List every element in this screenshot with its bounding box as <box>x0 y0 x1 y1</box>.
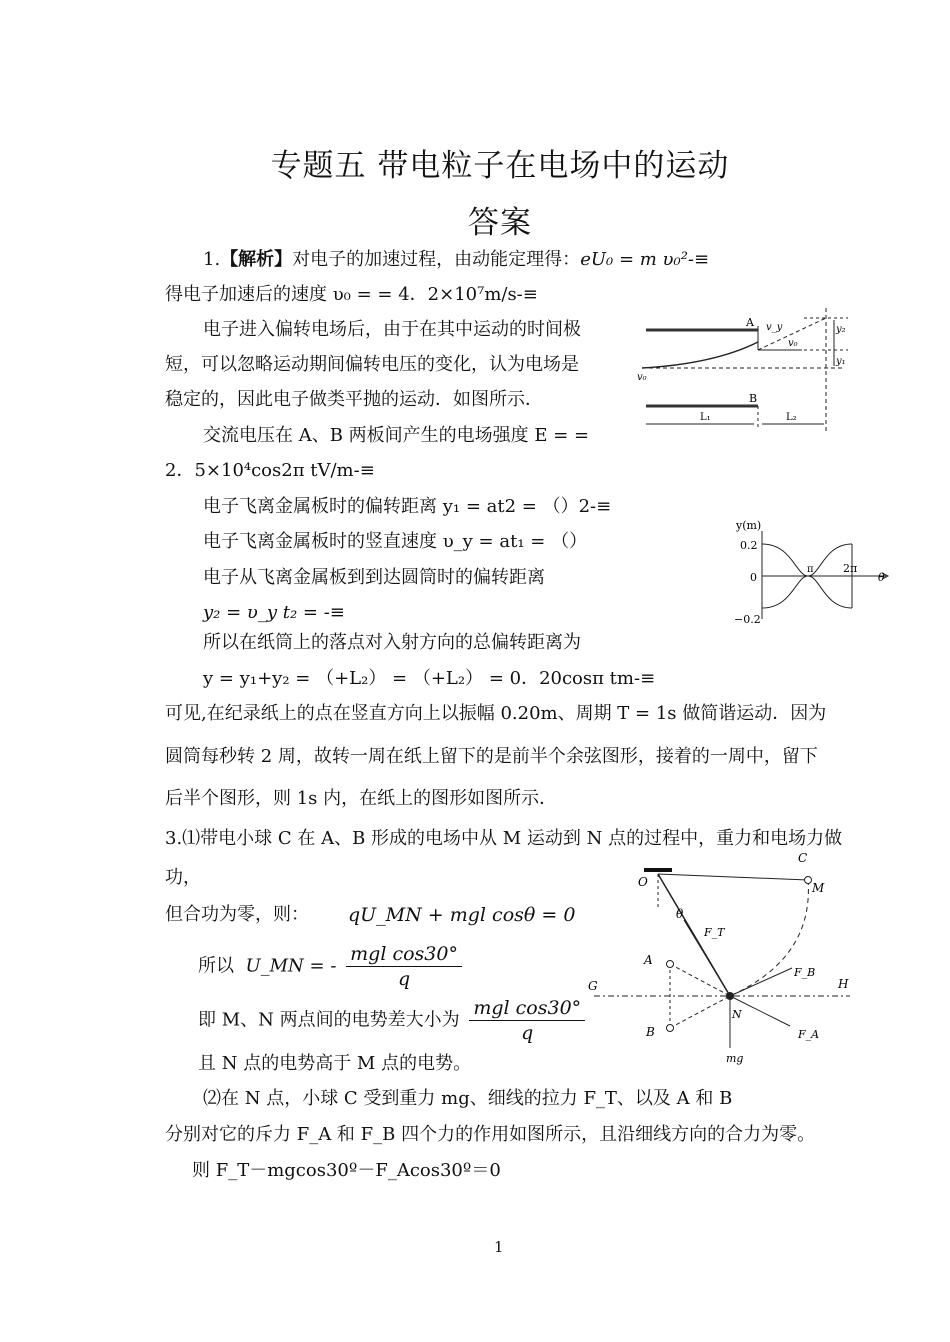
deflection-figure <box>634 306 856 436</box>
fig2-label-02: 0.2 <box>740 539 758 552</box>
fig3-label-FT: F_T <box>704 926 725 939</box>
fig2-label-neg02: −0.2 <box>734 613 761 626</box>
q1-para-4a: 交流电压在 A、B 两板间产生的电场强度 E = = <box>203 425 590 446</box>
equation-1: qU_MN + mgl cosθ = 0 <box>348 904 576 926</box>
fig3-label-FB: F_B <box>794 966 816 979</box>
fig1-label-v0-left: v₀ <box>637 372 647 383</box>
q1-line-1: 1.【解析】对电子的加速过程，由动能定理得：eU₀ = m υ₀²-≡ <box>203 249 710 270</box>
q1-line-2: 得电子加速后的速度 υ₀ = = 4．2×10⁷m/s-≡ <box>165 284 538 305</box>
force-figure <box>588 848 860 1070</box>
fig2-label-ylabel: y(m) <box>736 519 762 532</box>
fig3-label-theta: θ <box>676 907 684 921</box>
q1-para-9a: 可见,在纪录纸上的点在竖直方向上以振幅 0.20m、周期 T = 1s 做简谐运动．因为 <box>165 703 827 724</box>
q3-para-1a: 3.⑴带电小球 C 在 A、B 形成的电场中从 M 运动到 N 点的过程中，重力和电场力做 <box>165 828 843 849</box>
q3-para-1c: 但合功为零，则： <box>165 904 309 925</box>
fig1-label-y2: y₂ <box>836 324 846 335</box>
q1-para-7a: 电子从飞离金属板到到达圆筒时的偏转距离 <box>203 567 545 588</box>
q1-para-8a: 所以在纸筒上的落点对入射方向的总偏转距离为 <box>203 632 581 653</box>
q3-para-3a: ⑵在 N 点，小球 C 受到重力 mg、细线的拉力 F_T、以及 A 和 B <box>203 1088 733 1109</box>
fig3-label-N: N <box>732 1008 742 1021</box>
fig3-label-M: M <box>812 881 825 895</box>
fig1-label-A: A <box>746 316 754 329</box>
q1-para-5: 电子飞离金属板时的偏转距离 y₁ = at2 = （）2-≡ <box>203 496 612 517</box>
fig1-label-L1: L₁ <box>700 412 711 423</box>
fig1-label-vy: v_y <box>766 322 783 333</box>
fig2-label-0: 0 <box>750 571 757 584</box>
q3-para-1b: 功， <box>165 867 201 888</box>
page-number: 1 <box>494 1238 504 1256</box>
q1-para-6: 电子飞离金属板时的竖直速度 υ_y = at₁ = （） <box>203 531 588 552</box>
fig2-label-2pi: 2π <box>843 562 858 575</box>
q3-para-3b: 分别对它的斥力 F_A 和 F_B 四个力的作用如图所示，且沿细线方向的合力为零。 <box>165 1124 816 1145</box>
fig1-label-y1: y₁ <box>836 356 846 367</box>
page-title: 专题五 带电粒子在电场中的运动 <box>270 148 730 184</box>
fig2-label-pi: π <box>807 564 814 575</box>
fig3-label-B: B <box>646 1025 655 1039</box>
fig3-label-C: C <box>798 851 808 865</box>
q1-para-8b: y = y₁+y₂ = （+L₂） = （+L₂） = 0．20cosπ tm-≡ <box>203 668 656 689</box>
q3-para-4: 则 F_T－mgcos30º－F_Acos30º＝0 <box>192 1160 501 1181</box>
fig1-label-v0-top: v₀ <box>788 338 798 349</box>
q1-para-3a: 电子进入偏转电场后，由于在其中运动的时间极 <box>203 319 581 340</box>
q1-para-4b: 2．5×10⁴cos2π tV/m-≡ <box>165 460 375 481</box>
fig3-label-G: G <box>588 979 598 993</box>
q3-para-2: 且 N 点的电势高于 M 点的电势。 <box>198 1053 472 1074</box>
fig1-label-B: B <box>749 392 758 405</box>
cosine-figure <box>730 515 900 630</box>
q1-para-9c: 后半个图形，则 1s 内，在纸上的图形如图所示． <box>165 788 558 809</box>
fig1-label-L2: L₂ <box>786 412 797 423</box>
q1-para-3b: 短，可以忽略运动期间偏转电压的变化，认为电场是 <box>165 354 579 375</box>
fig3-label-H: H <box>838 977 849 991</box>
q1-para-7b: y₂ = υ_y t₂ = -≡ <box>203 602 345 623</box>
fig3-label-FA: F_A <box>798 1028 820 1041</box>
fig3-label-O: O <box>638 875 648 889</box>
q1-para-9b: 圆筒每秒转 2 周，故转一周在纸上留下的是前半个余弦图形，接着的一周中，留下 <box>165 746 818 767</box>
answer-heading: 答案 <box>468 205 532 241</box>
fig2-label-theta: θ <box>878 571 885 584</box>
equation-3: 即 M、N 两点间的电势差大小为 $\frac{\text{mgl cos30°}}{q}$ <box>198 996 589 1045</box>
q1-para-3c: 稳定的，因此电子做类平抛的运动．如图所示． <box>165 389 543 410</box>
equation-2: 所以 U_MN = - $\frac{\text{mgl cos30°}}{q}$ <box>198 942 466 991</box>
fig3-label-A: A <box>644 953 653 967</box>
fig3-label-mg: mg <box>726 1052 744 1065</box>
